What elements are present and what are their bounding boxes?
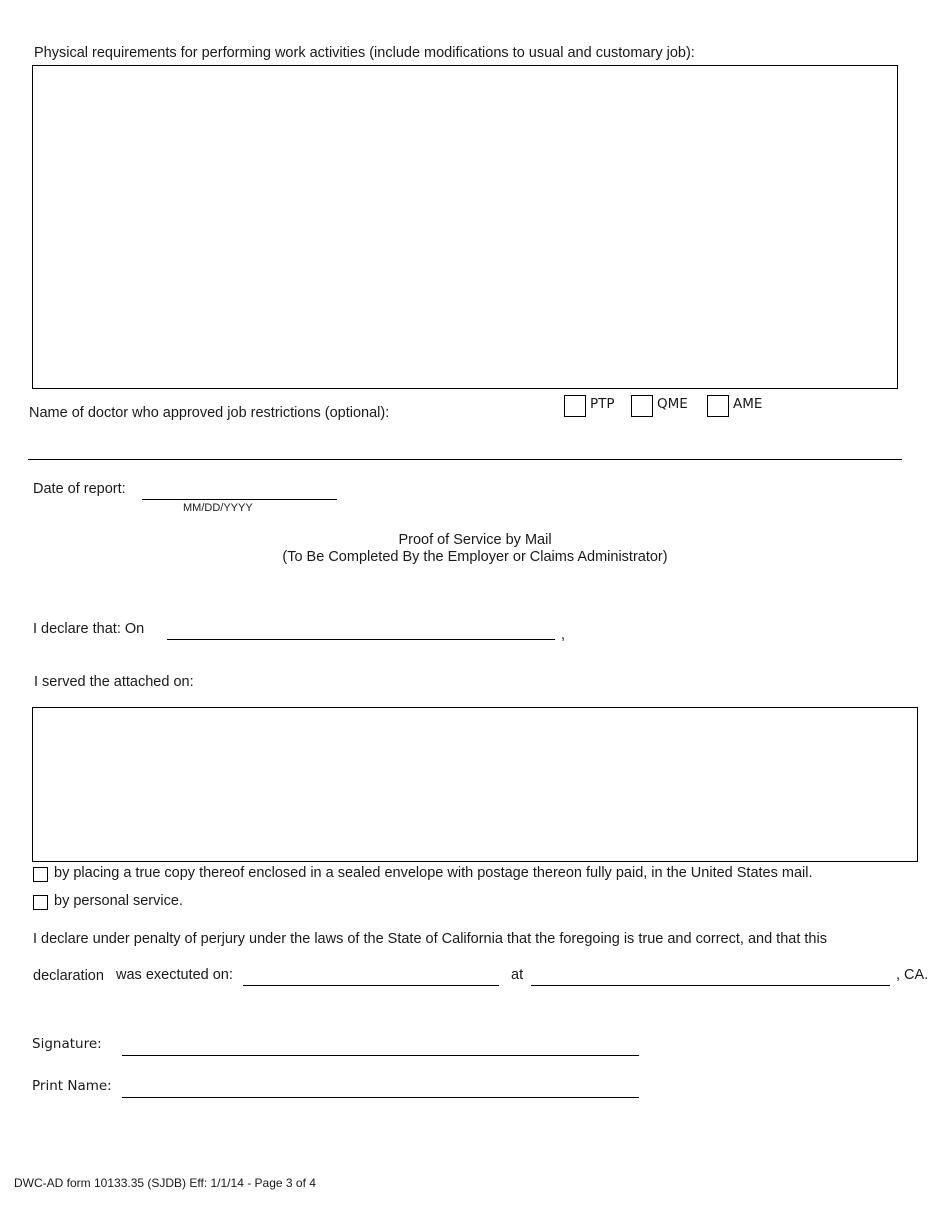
mail-service-checkbox[interactable] (33, 867, 48, 882)
ptp-checkbox[interactable] (564, 395, 586, 417)
qme-checkbox[interactable] (631, 395, 653, 417)
served-attached-label: I served the attached on: (34, 674, 194, 690)
ca-suffix: , CA. (896, 967, 929, 983)
ptp-label: PTP (590, 396, 615, 412)
ame-checkbox[interactable] (707, 395, 729, 417)
print-name-label: Print Name: (32, 1078, 112, 1094)
declaration-word: declaration (33, 968, 104, 984)
signature-field[interactable] (122, 1055, 639, 1056)
personal-service-label: by personal service. (54, 893, 183, 909)
date-of-report-label: Date of report: (33, 481, 126, 497)
date-format-hint: MM/DD/YYYY (183, 502, 253, 514)
proof-of-service-title: Proof of Service by Mail (398, 532, 552, 548)
qme-label: QME (657, 396, 688, 412)
doctor-name-label: Name of doctor who approved job restrictions (optional): (29, 405, 390, 421)
form-footer: DWC-AD form 10133.35 (SJDB) Eff: 1/1/14 - Page 3 of 4 (14, 1176, 316, 1190)
executed-on-label: was exectuted on: (116, 967, 233, 983)
doctor-name-field[interactable] (28, 459, 902, 460)
proof-of-service-subtitle: (To Be Completed By the Employer or Claims Administrator) (282, 549, 668, 565)
perjury-statement: I declare under penalty of perjury under the laws of the State of California that the foregoing is true and correct, and that this (33, 931, 827, 947)
date-of-report-field[interactable] (142, 499, 337, 500)
personal-service-checkbox[interactable] (33, 895, 48, 910)
declare-on-comma: , (561, 627, 566, 643)
physical-requirements-label: Physical requirements for performing work activities (include modifications to usual and customary job): (34, 45, 695, 61)
ame-label: AME (733, 396, 763, 412)
print-name-field[interactable] (122, 1097, 639, 1098)
mail-service-label: by placing a true copy thereof enclosed in a sealed envelope with postage thereon fully paid, in the United States mail. (54, 865, 813, 881)
declare-on-label: I declare that: On (33, 621, 145, 637)
served-attached-textarea[interactable] (32, 707, 918, 862)
declare-on-date-field[interactable] (167, 639, 555, 640)
physical-requirements-textarea[interactable] (32, 65, 898, 389)
executed-on-date-field[interactable] (243, 985, 499, 986)
at-label: at (511, 967, 524, 983)
signature-label: Signature: (32, 1036, 102, 1052)
executed-at-location-field[interactable] (531, 985, 890, 986)
